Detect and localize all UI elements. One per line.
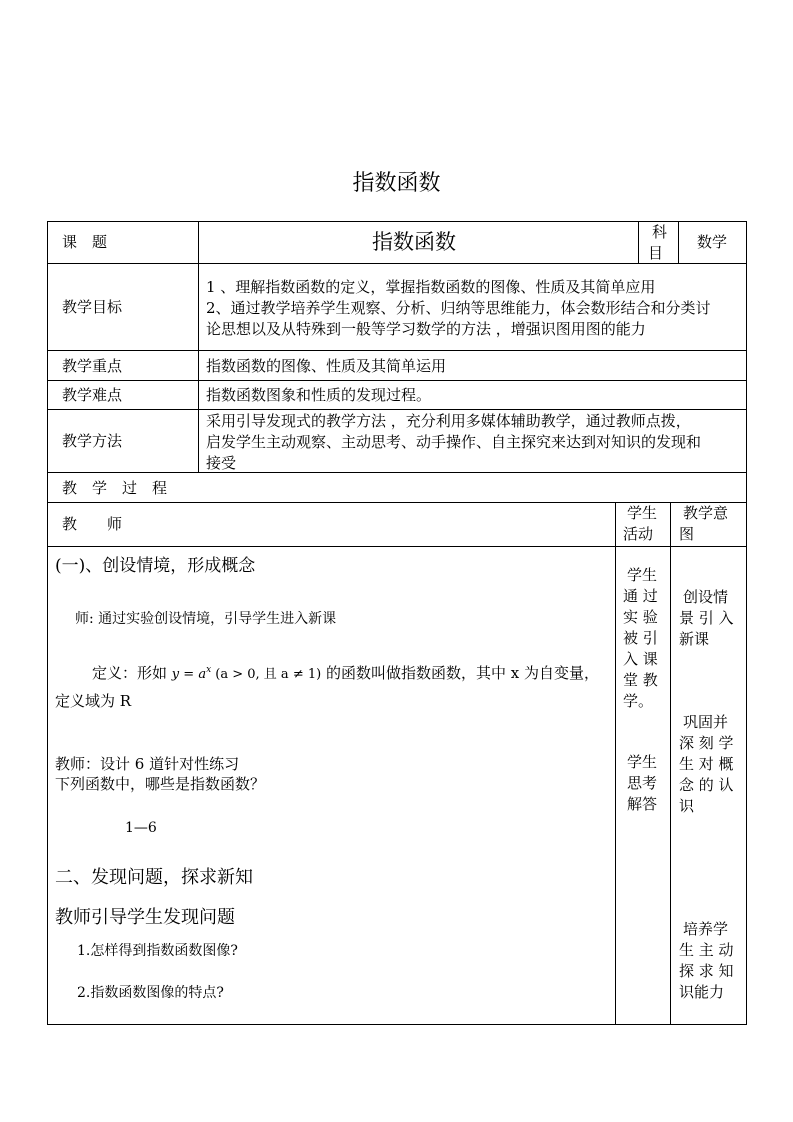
student-text-line: 入 课 — [623, 650, 658, 668]
col-teacher-header: 教 师 — [62, 515, 123, 533]
goals-line-2: 2、通过教学培养学生观察、分析、归纳等思维能力，体会数形结合和分类讨 — [206, 299, 711, 317]
key-label: 教学重点 — [62, 357, 123, 375]
student-text-line: 实 验 — [623, 608, 658, 626]
topic-label: 课 题 — [62, 233, 108, 251]
formula-equals: = — [179, 667, 199, 682]
goals-label: 教学目标 — [62, 298, 123, 316]
method-line-3: 接受 — [206, 454, 237, 472]
intent-text-line: 探 求 知 — [679, 962, 734, 980]
intent-text-line: 识能力 — [679, 983, 725, 1001]
col-student-header-line1: 学生 — [627, 504, 658, 522]
formula-condition: (a > 0, 且 a ≠ 1) — [211, 667, 322, 682]
difficulty-value: 指数函数图象和性质的发现过程。 — [206, 386, 432, 404]
section-2-heading: 二、发现问题，探求新知 — [55, 867, 253, 888]
student-text-line: 通 过 — [623, 587, 658, 605]
intent-text-line: 巩固并 — [683, 713, 729, 731]
question-line: 下列函数中，哪些是指数函数？ — [55, 775, 266, 793]
student-text-line: 学生 — [627, 566, 658, 584]
definition-suffix: 的函数叫做指数函数，其中 x 为自变量， — [321, 664, 599, 682]
exercise-range: 1—6 — [125, 820, 157, 836]
student-text-line: 被 引 — [623, 629, 658, 647]
subject-label-line1: 科 — [652, 223, 668, 241]
design-line: 教师：设计 6 道针对性练习 — [55, 755, 240, 773]
intent-block-2 — [679, 712, 734, 817]
intent-text-line: 念 的 认 — [679, 776, 734, 794]
process-heading: 教 学 过 程 — [62, 479, 168, 497]
intent-text-line: 生 主 动 — [679, 941, 734, 959]
student-text-line: 解答 — [627, 795, 658, 813]
student-text-line: 学。 — [623, 692, 654, 710]
subject-value: 数学 — [697, 233, 728, 251]
question-1: 1.怎样得到指数函数图像? — [77, 943, 238, 959]
student-text-line: 堂 教 — [623, 671, 658, 689]
student-text-line: 思考 — [627, 774, 658, 792]
section-1-heading: (一)、创设情境，形成概念 — [55, 556, 256, 576]
intent-text-line: 深 刻 学 — [679, 734, 734, 752]
intent-text-line: 培养学 — [683, 920, 729, 938]
goals-line-1: 1 、理解指数函数的定义，掌握指数函数的图像、性质及其简单应用 — [206, 278, 656, 296]
guide-line: 教师引导学生发现问题 — [55, 907, 235, 928]
difficulty-label: 教学难点 — [62, 386, 123, 404]
intent-block-1 — [679, 587, 734, 650]
formula-x: x — [206, 665, 212, 675]
intent-text-line: 新课 — [679, 630, 710, 648]
teacher-intro-line: 师: 通过实验创设情境，引导学生进入新课 — [75, 611, 337, 627]
definition-line-2: 定义域为 R — [55, 692, 132, 710]
method-line-1: 采用引导发现式的教学方法 ，充分利用多媒体辅助教学，通过教师点拨， — [206, 412, 691, 430]
subject-label-line2: 目 — [648, 244, 664, 262]
topic-value: 指数函数 — [372, 230, 456, 254]
col-intent-header-line2: 图 — [679, 525, 695, 543]
intent-text-line: 景 引 入 — [679, 609, 734, 627]
intent-text-line: 识 — [679, 797, 695, 815]
formula-a: a — [198, 667, 207, 682]
intent-text-line: 创设情 — [683, 588, 729, 606]
goals-line-3: 论思想以及从特殊到一般等学习数学的方法 ，增强识图用图的能力 — [206, 320, 646, 338]
formula-y: y — [171, 667, 180, 682]
student-activity-block-2 — [627, 752, 657, 815]
col-student-header-line2: 活动 — [623, 525, 654, 543]
intent-text-line: 生 对 概 — [679, 755, 734, 773]
student-activity-block-1 — [623, 565, 658, 712]
page-title: 指数函数 — [352, 171, 441, 196]
definition-prefix: 定义：形如 — [92, 664, 172, 682]
method-line-2: 启发学生主动观察、主动思考、动手操作、自主探究来达到对知识的发现和 — [206, 433, 702, 451]
method-label: 教学方法 — [62, 432, 123, 450]
intent-block-3 — [679, 919, 734, 1003]
student-text-line: 学生 — [627, 753, 658, 771]
question-2: 2.指数函数图像的特点? — [77, 985, 224, 1001]
key-value: 指数函数的图像、性质及其简单运用 — [206, 357, 447, 375]
col-intent-header-line1: 教学意 — [683, 504, 729, 522]
definition-line-1 — [92, 660, 599, 685]
